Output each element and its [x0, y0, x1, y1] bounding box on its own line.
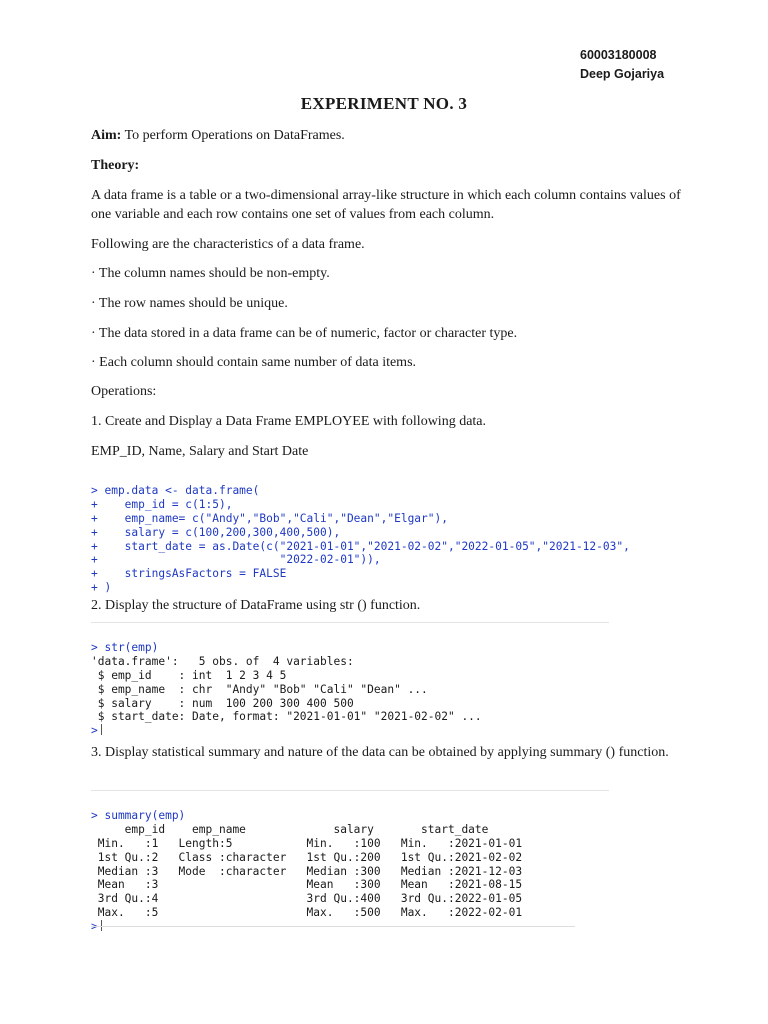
- code-output-line: 1st Qu.:2 Class :character 1st Qu.:200 1st Qu.:2021-02-02: [91, 850, 536, 864]
- theory-paragraph: A data frame is a table or a two-dimensional array-like structure in which each column contains values of one variable and each row contains one set of values from each column.: [91, 188, 681, 222]
- aim-line: [91, 126, 691, 145]
- code-line: + emp_id = c(1:5),: [91, 497, 233, 511]
- cursor-icon: [101, 724, 102, 735]
- code-output-line: $ emp_id : int 1 2 3 4 5: [91, 668, 287, 682]
- characteristic-item: · Each column should contain same number of data items.: [91, 355, 417, 370]
- code-command: > str(emp): [91, 640, 159, 654]
- aim-text: To perform Operations on DataFrames.: [121, 128, 345, 143]
- code-line: + emp_name= c("Andy","Bob","Cali","Dean","Elgar"),: [91, 511, 448, 525]
- code-frame-str: [91, 622, 609, 623]
- code-command: > summary(emp): [91, 808, 186, 822]
- characteristic-item: · The row names should be unique.: [91, 296, 288, 311]
- student-id: 60003180008: [580, 48, 657, 62]
- divider: [91, 926, 575, 927]
- theory-heading: Theory:: [91, 158, 140, 173]
- page-title: EXPERIMENT NO. 3: [300, 94, 468, 113]
- aim-label: Aim:: [91, 128, 122, 143]
- characteristics-intro: Following are the characteristics of a data frame.: [91, 237, 365, 252]
- code-output-line: Min. :1 Length:5 Min. :100 Min. :2021-01-01: [91, 836, 536, 850]
- author-block: [580, 46, 664, 84]
- code-output-line: Median :3 Mode :character Median :300 Median :2021-12-03: [91, 864, 536, 878]
- code-line: > emp.data <- data.frame(: [91, 483, 260, 497]
- code-line: + stringsAsFactors = FALSE: [91, 567, 287, 581]
- op2-text: 2. Display the structure of DataFrame using str () function.: [91, 598, 421, 613]
- characteristic-item: · The data stored in a data frame can be of numeric, factor or character type.: [91, 326, 518, 341]
- code-output-line: 3rd Qu.:4 3rd Qu.:400 3rd Qu.:2022-01-05: [91, 892, 536, 906]
- console-prompt: >: [91, 724, 98, 738]
- code-output-line: $ salary : num 100 200 300 400 500: [91, 696, 354, 710]
- code-output-line: Max. :5 Max. :500 Max. :2022-02-01: [91, 906, 536, 920]
- code-line: + salary = c(100,200,300,400,500),: [91, 525, 341, 539]
- code-line: + ): [91, 581, 112, 595]
- code-output-line: emp_id emp_name salary start_date: [91, 822, 543, 836]
- code-line: + start_date = as.Date(c("2021-01-01","2021-02-02","2022-01-05","2021-12-03",: [91, 539, 630, 553]
- code-line: + "2022-02-01")),: [91, 553, 381, 567]
- code-output-line: 'data.frame': 5 obs. of 4 variables:: [91, 654, 354, 668]
- code-frame-summary: [91, 790, 609, 791]
- characteristic-item: · The column names should be non-empty.: [91, 266, 330, 281]
- operations-heading: Operations:: [91, 384, 157, 399]
- code-block-summary: [91, 795, 542, 934]
- op3-text: 3. Display statistical summary and nature of the data can be obtained by applying summary () function.: [91, 745, 669, 760]
- code-output-line: $ emp_name : chr "Andy" "Bob" "Cali" "Dean" ...: [91, 682, 428, 696]
- code-output-line: Mean :3 Mean :300 Mean :2021-08-15: [91, 878, 536, 892]
- op1-fields: EMP_ID, Name, Salary and Start Date: [91, 444, 309, 459]
- op1-text: 1. Create and Display a Data Frame EMPLOYEE with following data.: [91, 414, 487, 429]
- code-output-line: $ start_date: Date, format: "2021-01-01" "2021-02-02" ...: [91, 710, 482, 724]
- student-name: Deep Gojariya: [580, 67, 665, 81]
- code-block-create: [91, 470, 630, 595]
- code-block-str: [91, 627, 482, 738]
